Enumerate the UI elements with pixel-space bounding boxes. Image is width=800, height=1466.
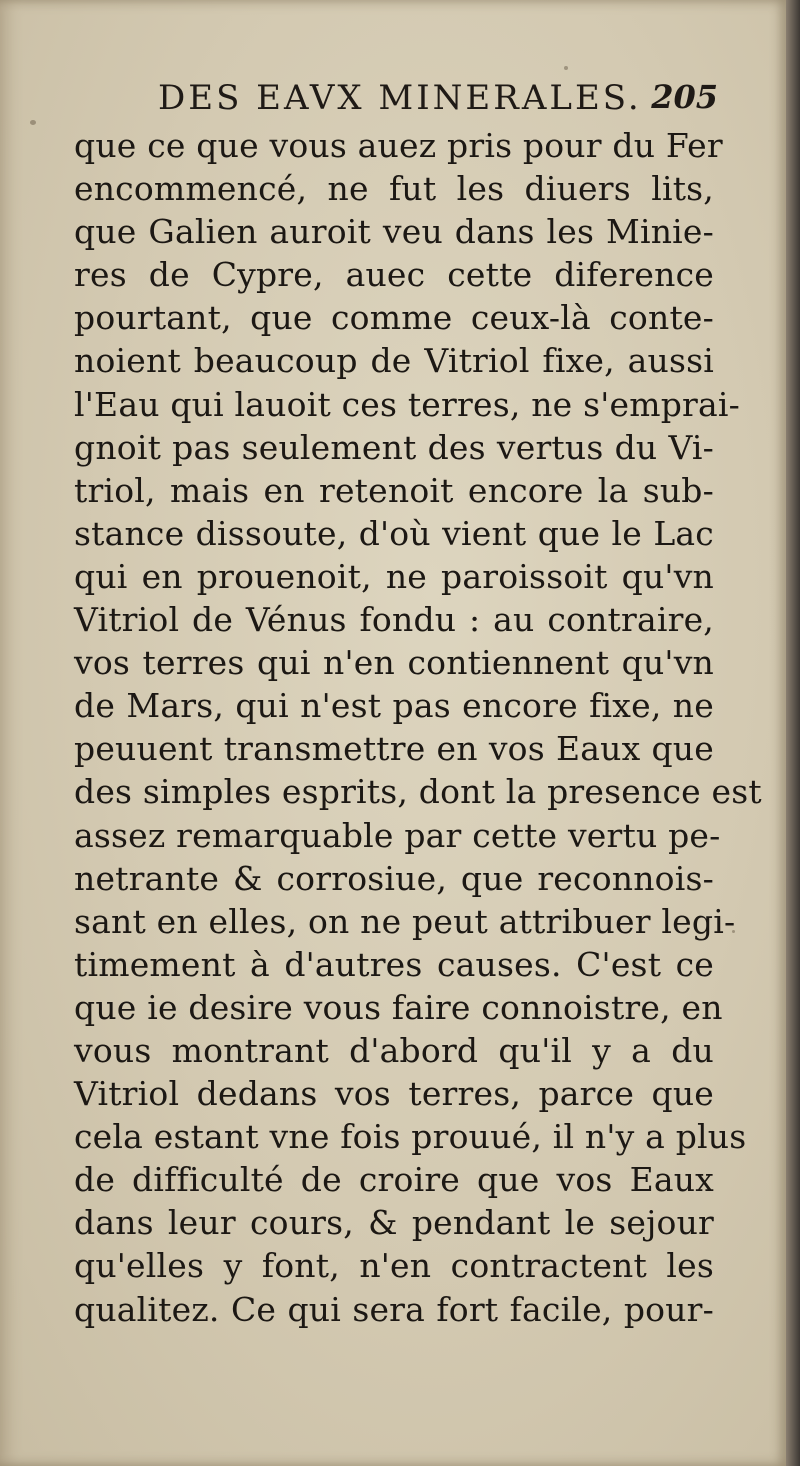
text-line: de Mars, qui n'est pas encore fixe, ne [74, 686, 714, 726]
text-line: que ie desire vous faire connoistre, en [74, 987, 723, 1027]
text-line: triol, mais en retenoit encore la sub- [74, 470, 714, 510]
text-line: netrante & corrosiue, que reconnois- [74, 858, 714, 898]
page-number: 205 [651, 78, 718, 116]
paper-blemish [30, 120, 36, 125]
text-line: cela estant vne fois prouué, il n'y a plus [74, 1117, 747, 1157]
paper-blemish [564, 66, 568, 70]
page-header [158, 78, 718, 118]
text-line: res de Cypre, auec cette diference [74, 255, 714, 295]
text-line: pourtant, que comme ceux-là conte- [74, 298, 714, 338]
text-line: vous montrant d'abord qu'il y a du [74, 1030, 714, 1070]
text-line: que ce que vous auez pris pour du Fer [74, 126, 723, 165]
text-line: Vitriol dedans vos terres, parce que [74, 1074, 714, 1114]
text-line: qualitez. Ce qui sera fort facile, pour- [74, 1289, 714, 1329]
text-line: l'Eau qui lauoit ces terres, ne s'emprai- [74, 384, 741, 424]
text-line: peuuent transmettre en vos Eaux que [74, 729, 714, 769]
text-line: qu'elles y font, n'en contractent les [74, 1246, 714, 1286]
text-line: assez remarquable par cette vertu pe- [74, 815, 721, 855]
page-edge [786, 0, 800, 1466]
text-line: de difficulté de croire que vos Eaux [74, 1160, 714, 1200]
text-line: sant en elles, on ne peut attribuer legi- [74, 901, 736, 941]
text-line: dans leur cours, & pendant le sejour [74, 1203, 714, 1243]
text-line: vos terres qui n'en contiennent qu'vn [74, 643, 714, 683]
text-line: encommencé, ne fut les diuers lits, [74, 169, 714, 209]
text-line: noient beaucoup de Vitriol fixe, aussi [74, 341, 714, 381]
running-title: DES EAVX MINERALES. [158, 78, 642, 118]
text-line: timement à d'autres causes. C'est ce [74, 944, 714, 984]
text-line: gnoit pas seulement des vertus du Vi- [74, 427, 714, 467]
text-line: stance dissoute, d'où vient que le Lac [74, 513, 714, 553]
text-line: qui en prouenoit, ne paroissoit qu'vn [74, 556, 714, 596]
text-line: que Galien auroit veu dans les Minie- [74, 212, 714, 252]
text-line: Vitriol de Vénus fondu : au contraire, [74, 600, 714, 640]
text-line: des simples esprits, dont la presence est [74, 772, 762, 812]
body-text [74, 124, 762, 1331]
